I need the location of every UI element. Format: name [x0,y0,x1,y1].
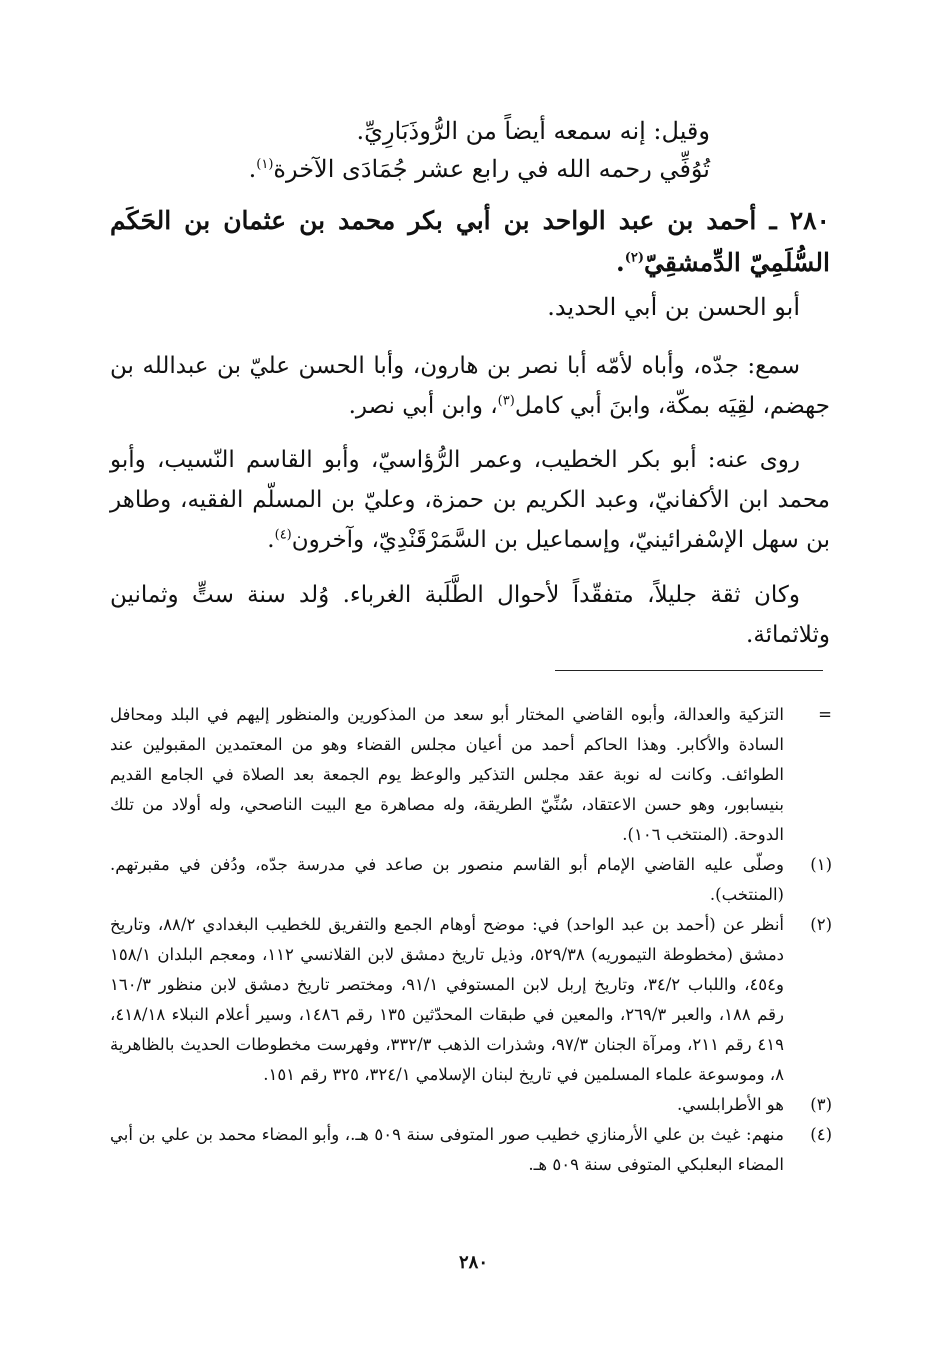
footnote-1 [110,850,832,910]
para-heard [110,346,830,426]
line-death-date [110,150,830,188]
para-trust: وكان ثقة جليلاً، متفقّداً لأحوال الطَّلَبة الغرباء. وُلد سنة ستٍّ وثمانين وثلاثمائة. [110,582,830,648]
para-narrated [110,440,830,560]
entry-heading-end: . [615,248,625,277]
entry-heading [110,200,830,284]
para-heard-block [110,346,830,426]
footnote-number: (١) [810,855,832,874]
para-heard-text: سمع: جدّه، وأباه لأمّه أبا نصر بن هارون، وأبا الحسن عليّ بن عبدالله بن جهضم، لقِيَه بمكّة، وابنَ أبي كامل [110,353,830,419]
footnote-number: (٢) [810,915,832,934]
footnote-text: التزكية والعدالة، وأبوه القاضي المختار أبو سعد من المذكورين والمنظور إليهم في البلد ومحافل السادة والأكابر. وهذا الحاكم أحمد من أعيان مجلس القضاء وهو من المعتمدين المقبولين عند الطوائف. وكانت له نوبة عقد مجلس التذكير والوعظ يوم الجمعة بعد الصلاة في الجامع القديم بنيسابور، وهو حسن الاعتقاد، سُنِّيّ الطريقة، وله مصاهرة مع البيت الناصحي، وله أولاد من تلك الدوحة. (المنتخب ١٠٦). [110,705,784,844]
death-date-text: تُوُفِّي رحمه الله في رابع عشر جُمَادَى الآخرة [273,155,710,183]
footnote-text: أنظر عن (أحمد بن عبد الواحد) في: موضح أوهام الجمع والتفريق للخطيب البغدادي ٨٨/٢، وتاريخ دمشق (مخطوطة التيموريه) ٥٢٩/٣٨، وذيل تاريخ دمشق لابن القلانسي ١١٢، ومعجم البلدان ١٥٨/١ و٤٥٤، واللباب ٣٤/٢، وتاريخ إربل لابن المستوفي ٩١/١، ومختصر تاريخ دمشق لابن منظور ١٦٠/٣ رقم ١٨٨، والعبر ٢٦٩/٣، والمعين في طبقات المحدّثين ١٣٥ رقم ١٤٨٦، وسير أعلام النبلاء ٤١٨/١٨، ٤١٩ رقم ٢١١، ومرآة الجنان ٩٧/٣، وشذرات الذهب ٣٣٢/٣، وفهرست مخطوطات الحديث بالظاهرية ٨، وموسوعة علماء المسلمين في تاريخ لبنان الإسلامي ٣٢٤/١، ٣٢٥ رقم ١٥١. [110,915,785,1084]
line-heard-also: وقيل: إنه سمعه أيضاً من الرُّوذَبَارِيِّ. [356,117,710,145]
entry-heading-text: ٢٨٠ ـ أحمد بن عبد الواحد بن أبي بكر محمد بن عثمان بن الحَكَم السُّلَمِيّ الدِّمشقِيّ [110,206,830,277]
footnote-number: = [818,705,832,724]
footnote-number: (٤) [810,1125,832,1144]
body-line-1 [110,112,830,188]
footnote-text: منهم: غيث بن علي الأرمنازي خطيب صور المتوفى سنة ٥٠٩ هـ.، وأبو المضاء محمد بن علي بن أبي المضاء البعلبكي المتوفى سنة ٥٠٩ هـ. [110,1125,784,1174]
footnote-2 [110,910,832,1090]
footnote-3 [110,1090,832,1120]
footnote-ref-2: (٢) [624,250,644,266]
footnote-4 [110,1120,832,1180]
footnote-text: وصلّى عليه القاضي الإمام أبو القاسم منصور بن صاعد في مدرسة جدّه، ودُفن في مقبرتهم. (المنتخب). [110,855,784,904]
footnote-continued [110,700,832,850]
footnotes [110,700,832,1180]
footnote-number: (٣) [810,1095,832,1114]
para-narrated-end: . [267,527,275,553]
footnote-ref-1: (١) [256,157,274,172]
footnote-ref-4: (٤) [274,527,292,543]
entry-heading-block [110,200,830,326]
page-number: ٢٨٠ [458,1252,488,1273]
death-date-end: . [248,155,257,183]
kunya-line: أبو الحسن بن أبي الحديد. [547,293,800,321]
para-trust-block [110,575,830,655]
para-narrated-block [110,440,830,560]
para-heard-end: ، وابن أبي نصر. [348,393,498,419]
para-narrated-text: روى عنه: أبو بكر الخطيب، وعمر الرُّؤاسيّ، وأبو القاسم النّسيب، وأبو محمد ابن الأكفانيّ، وعبد الكريم بن حمزة، وعليّ بن المسلّم الفقيه، وطاهر بن سهل الإسْفرائينيّ، وإسماعيل بن السَّمَرْقَنْدِيّ، وآخرون [110,447,830,553]
footnote-text: هو الأطرابلسي. [676,1095,784,1114]
footnote-separator [555,670,823,671]
footnote-ref-3: (٣) [497,393,515,409]
